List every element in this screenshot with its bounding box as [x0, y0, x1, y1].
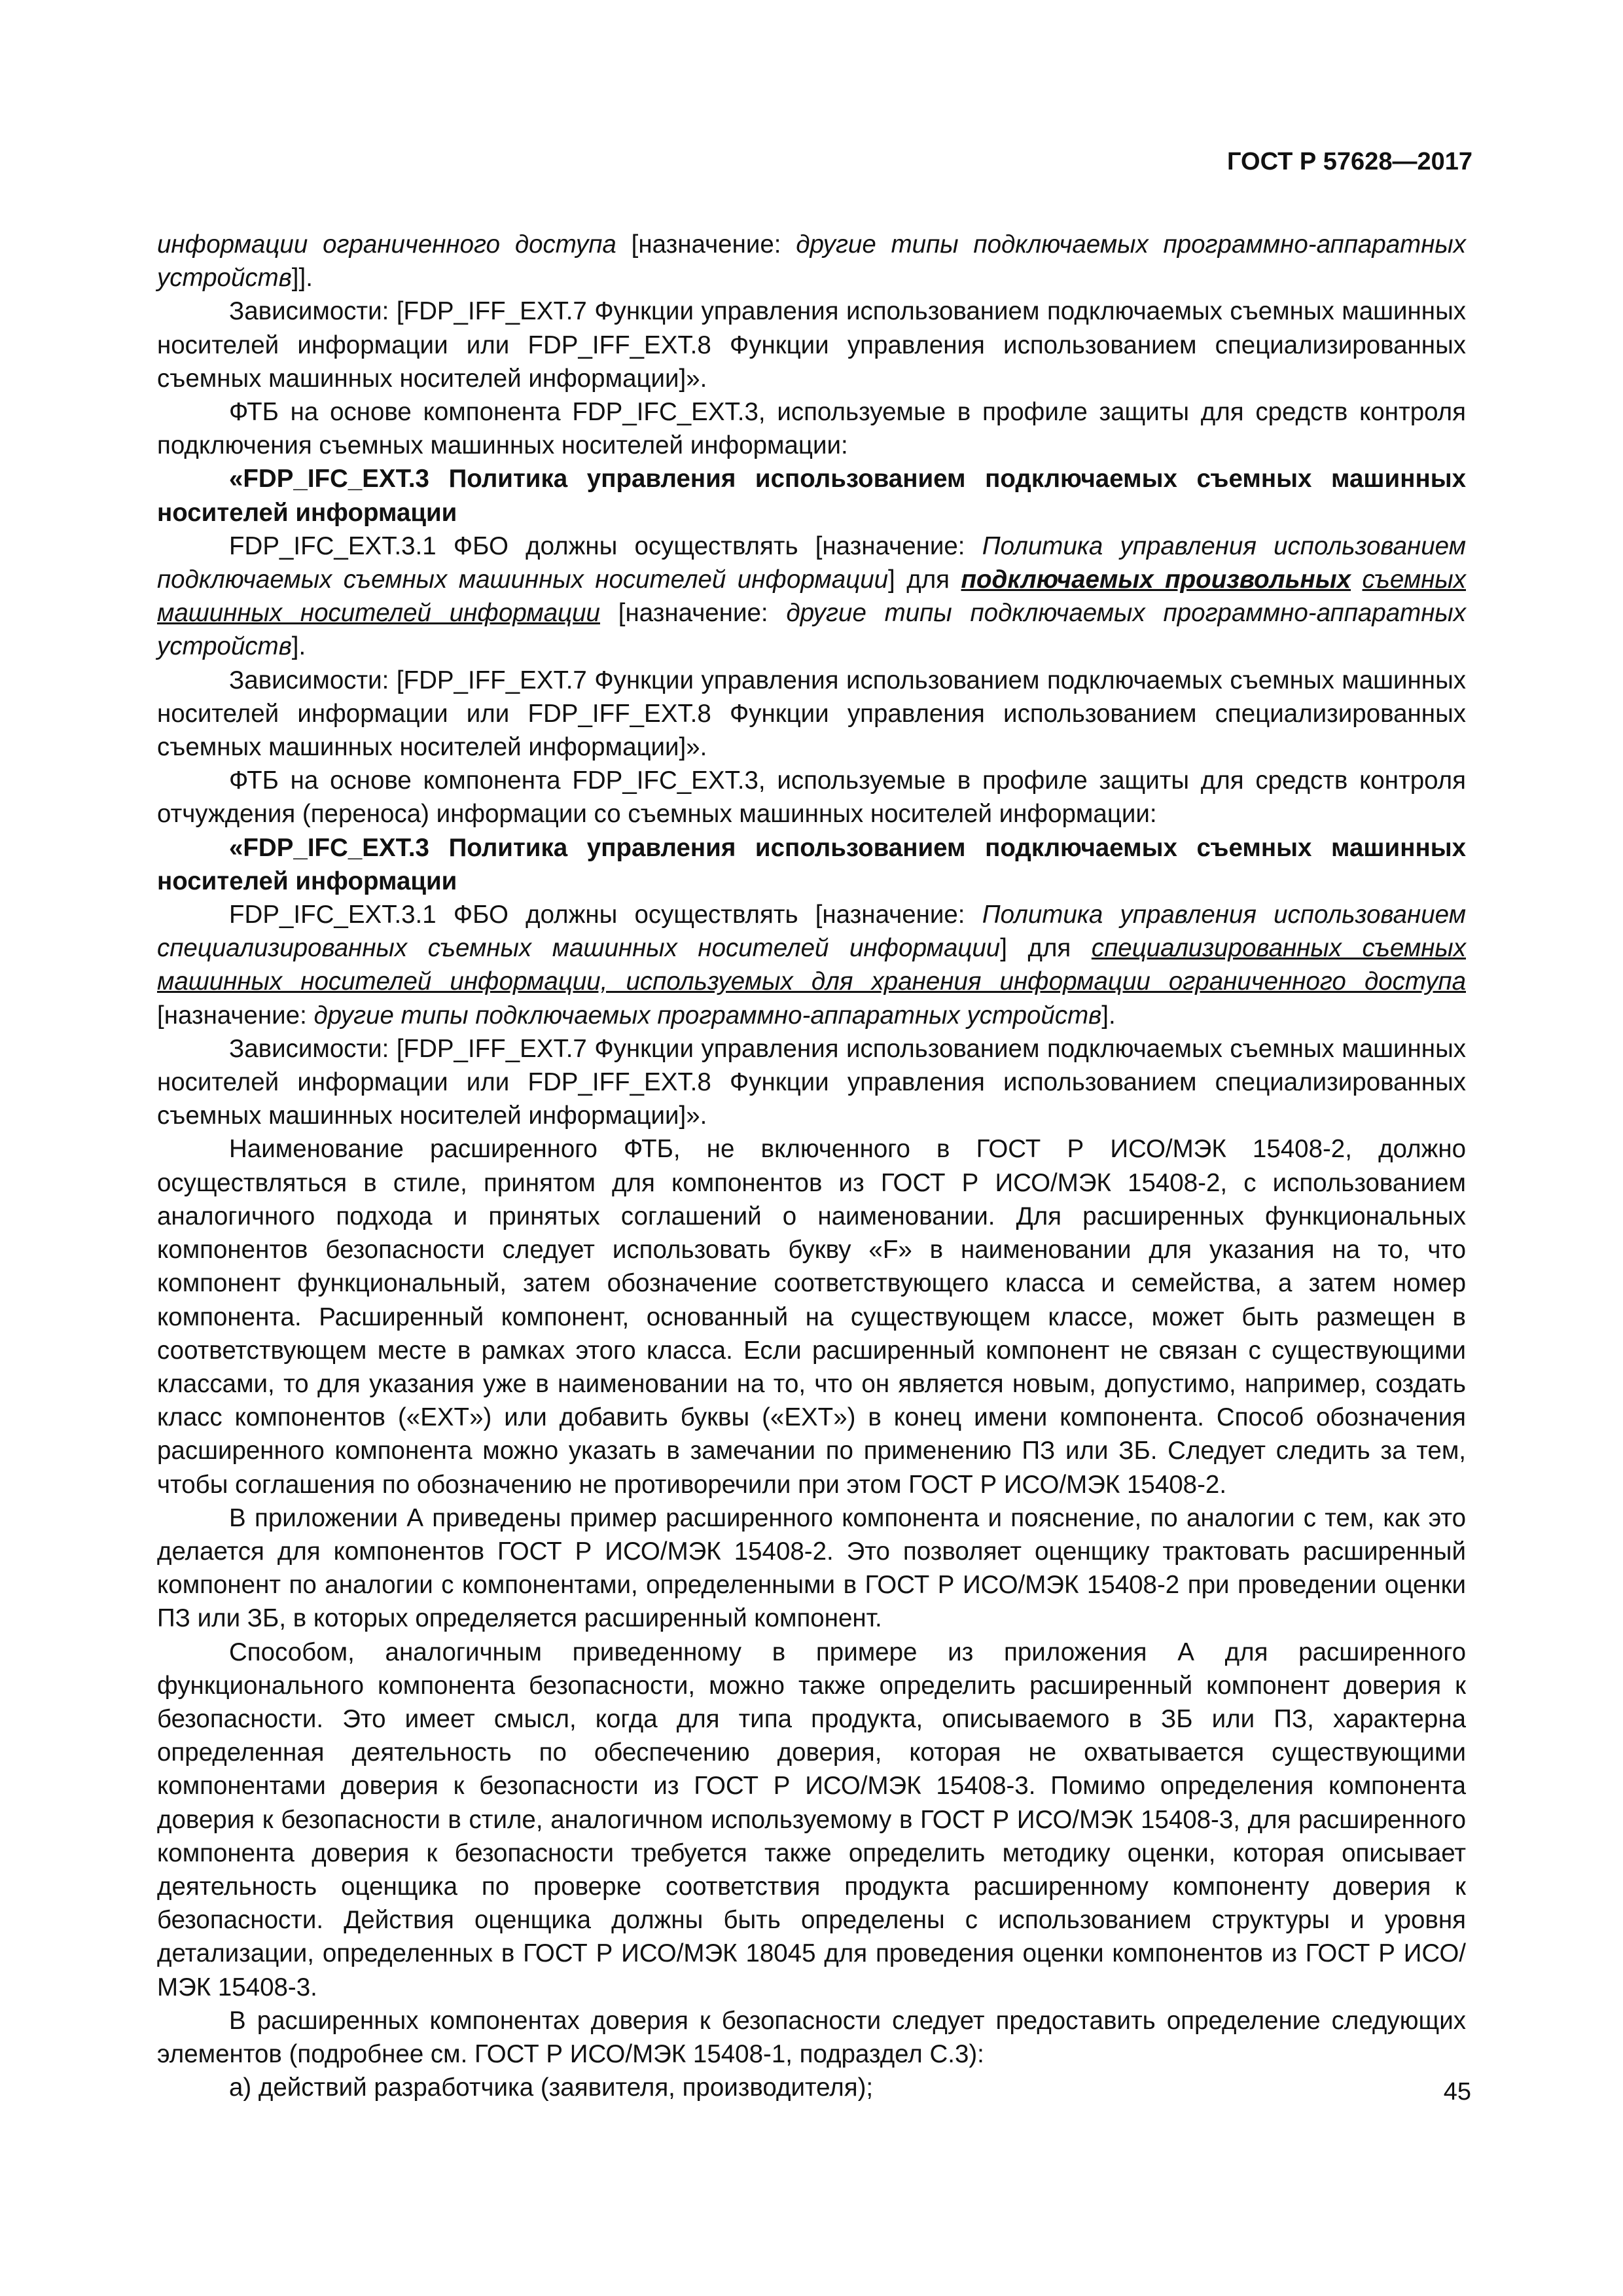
paragraph-naming-rules: Наименование расширенного ФТБ, не включенного в ГОСТ Р ИСО/МЭК 15408-2, должно осуществляться в стиле, принятом для компонентов из ГОСТ Р ИСО/МЭК 15408-2, с использованием аналогичного подхода и принятых соглашений о наименовании. Для расширенных функциональных компонентов безопасности следует использовать букву «F» в наименовании для указания на то, что компонент функциональный, затем обозначение соответствующего класса и семейства, а затем номер компонента. Расширенный компонент, основанный на существующем классе, может быть размещен в соответствующем месте в рамках этого класса. Если расширенный компонент не связан с существующими классами, то для указания уже в наименовании на то, что он является новым, допустимо, например, создать класс компонентов («EXT») или добавить буквы («EXT») в конец имени компонента. Способ обозначения расширенного компонента можно указать в замечании по применению ПЗ или ЗБ. Следует следить за тем, чтобы соглашения по обозначению не противоречили при этом ГОСТ Р ИСО/МЭК 15408-2. — [157, 1135, 1466, 1499]
paragraph-continuation: информации ограниченного доступа [назначение: другие типы подключаемых программно-аппаратных устройств]]. — [157, 230, 1466, 293]
document-body — [157, 228, 1466, 2104]
paragraph-assurance-component: Способом, аналогичным приведенному в примере из приложения А для расширенного функционального компонента безопасности, можно также определить расширенный компонент доверия к безопасности. Это имеет смысл, когда для типа продукта, описываемого в ЗБ или ПЗ, характерна определенная деятельность по обеспечению доверия, которая не охватывается существующими компонентами доверия к безопасности из ГОСТ Р ИСО/МЭК 15408-3. Помимо определения компонента доверия к безопасности в стиле, аналогичном используемому в ГОСТ Р ИСО/МЭК 15408-3, для расширенного компонента доверия к безопасности требуется также определить методику оценки, которая описывает деятельность оценщика по проверке соответствия продукта расширенному компоненту доверия к безопасности. Действия оценщика должны быть определены с использованием структуры и уровня детализации, определенных в ГОСТ Р ИСО/МЭК 18045 для проведения оценки компонентов из ГОСТ Р ИСО/МЭК 15408-3. — [157, 1638, 1466, 2001]
list-item-a: а) действий разработчика (заявителя, производителя); — [229, 2073, 874, 2102]
paragraph-dependencies-1: Зависимости: [FDP_IFF_EXT.7 Функции управления использованием подключаемых съемных машинных носителей информации или FDP_IFF_EXT.8 Функции управления использованием специализированных съемных машинных носителей информации]». — [157, 297, 1466, 393]
component-heading-2: «FDP_IFC_EXT.3 Политика управления использованием подключаемых съемных машинных носителей информации — [157, 833, 1466, 895]
page-number: 45 — [1443, 2078, 1471, 2106]
document-header: ГОСТ Р 57628—2017 — [1227, 148, 1472, 175]
paragraph-appendix-a: В приложении А приведены пример расширенного компонента и пояснение, по аналогии с тем, как это делается для компонентов ГОСТ Р ИСО/МЭК 15408-2. Это позволяет оценщику трактовать расширенный компонент по аналогии с компонентами, определенными в ГОСТ Р ИСО/МЭК 15408-2 при проведении оценки ПЗ или ЗБ, в которых определяется расширенный компонент. — [157, 1503, 1466, 1633]
paragraph-element-2: FDP_IFC_EXT.3.1 ФБО должны осуществлять [назначение: Политика управления использованием специализированных съемных машинных носителей информации] для специализированных съемных машинных носителей информации, используемых для хранения информации ограниченного доступа [назначение: другие типы подключаемых программно-аппаратных устройств]. — [157, 901, 1466, 1030]
paragraph-ftb-intro-2: ФТБ на основе компонента FDP_IFC_EXT.3, используемые в профиле защиты для средств контроля отчуждения (переноса) информации со съемных машинных носителей информации: — [157, 766, 1466, 829]
paragraph-extended-elements: В расширенных компонентах доверия к безопасности следует предоставить определение следующих элементов (подробнее см. ГОСТ Р ИСО/МЭК 15408-1, подраздел С.3): — [157, 2006, 1466, 2068]
paragraph-dependencies-2: Зависимости: [FDP_IFF_EXT.7 Функции управления использованием подключаемых съемных машинных носителей информации или FDP_IFF_EXT.8 Функции управления использованием специализированных съемных машинных носителей информации]». — [157, 666, 1466, 762]
paragraph-dependencies-3: Зависимости: [FDP_IFF_EXT.7 Функции управления использованием подключаемых съемных машинных носителей информации или FDP_IFF_EXT.8 Функции управления использованием специализированных съемных машинных носителей информации]». — [157, 1034, 1466, 1130]
paragraph-ftb-intro-1: ФТБ на основе компонента FDP_IFC_EXT.3, используемые в профиле защиты для средств контроля подключения съемных машинных носителей информации: — [157, 398, 1466, 460]
paragraph-element-1: FDP_IFC_EXT.3.1 ФБО должны осуществлять [назначение: Политика управления использованием подключаемых съемных машинных носителей информации] для подключаемых произвольных съемных машинных носителей информации [назначение: другие типы подключаемых программно-аппаратных устройств]. — [157, 531, 1467, 661]
component-heading-1: «FDP_IFC_EXT.3 Политика управления использованием подключаемых съемных машинных носителей информации — [157, 465, 1466, 527]
